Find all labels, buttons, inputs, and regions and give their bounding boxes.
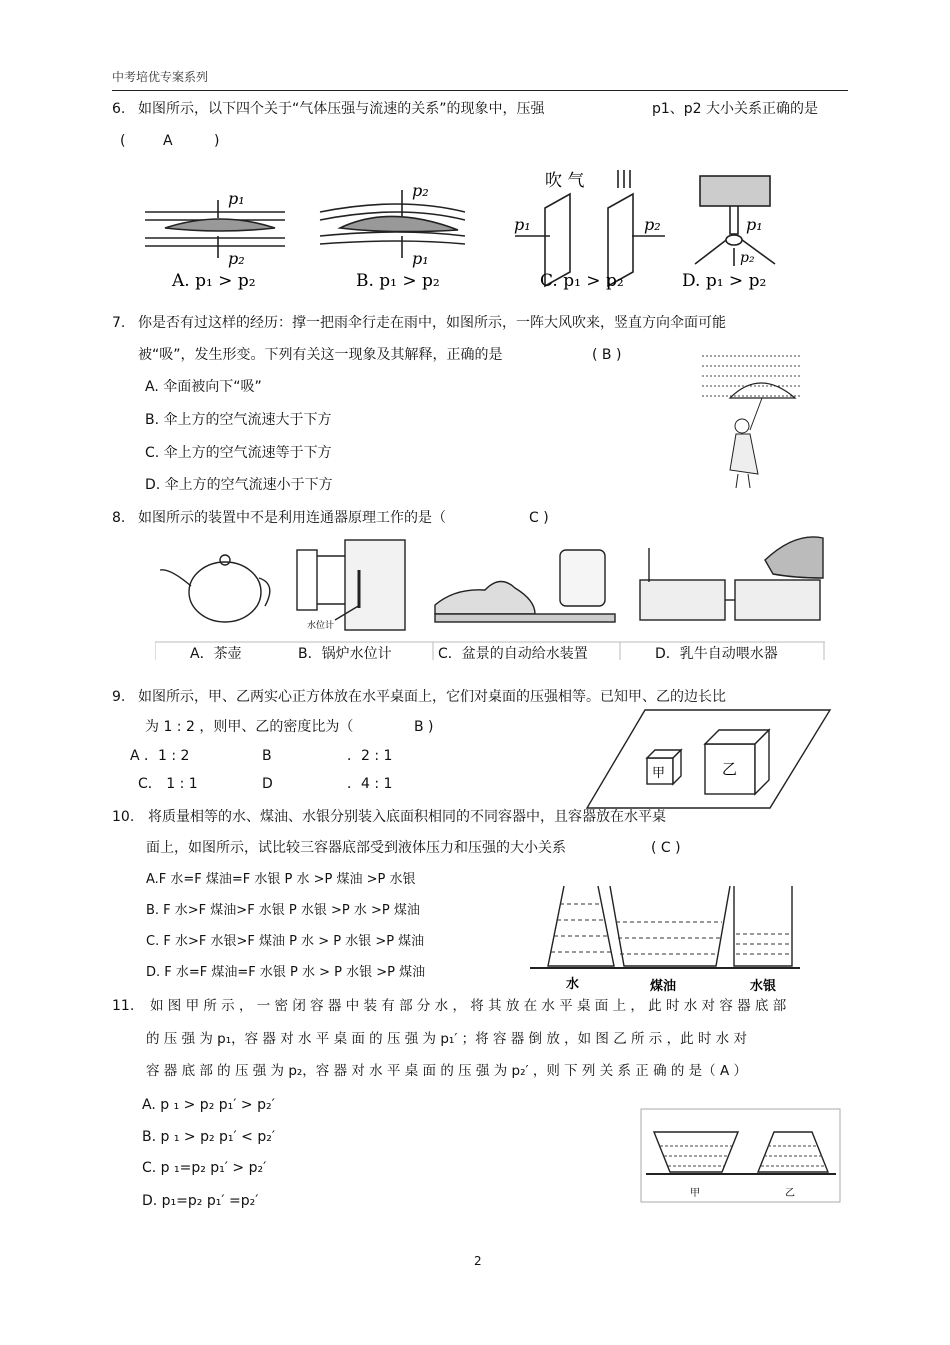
q6-a-p1: p₁ [228,189,245,208]
q6-caption-d: D. p₁ > p₂ [682,271,767,291]
q6-b-p2: p₂ [412,181,429,200]
q6-number: 6. [112,101,126,117]
q11-text-2: 的 压 强 为 p₁，容 器 对 水 平 桌 面 的 压 强 为 p₁′ ；将 容 器 倒 放 ，如 图 乙 所 示 ，此 时 水 对 [146,1031,747,1047]
q8-caption-d: D．乳牛自动喂水器 [655,646,778,662]
q9-option-d-value: ．4 : 1 [347,776,393,792]
q11-label-yi: 乙 [785,1188,795,1199]
q6-caption-a: A. p₁ > p₂ [172,271,256,291]
q8-number: 8. [112,510,126,526]
q11-label-jia: 甲 [690,1188,700,1199]
q11-option-c: C. p ₁=p₂ p₁′ > p₂′ [142,1160,267,1176]
q10-label-mercury: 水银 [750,979,777,992]
q6-fig-d [695,176,775,266]
q7-text-2: 被“吸”，发生形变。下列有关这一现象及其解释，正确的是 [138,347,503,363]
q6-answer-open: ( [120,133,126,149]
q9-cubes-figure [585,700,835,812]
q8-caption-a: A．茶壶 [190,646,242,662]
q11-option-d: D. p₁=p₂ p₁′ =p₂′ [142,1193,259,1209]
q9-option-b-value: ．2 : 1 [347,748,393,764]
q6-caption-b: B. p₁ > p₂ [356,271,440,291]
q9-option-d-letter: D [262,776,273,792]
q10-option-c: C. F 水>F 水银>F 煤油 P 水 > P 水银 >P 煤油 [146,934,425,949]
q9-number: 9. [112,689,126,705]
q10-option-d: D. F 水=F 煤油=F 水银 P 水 > P 水银 >P 煤油 [146,965,426,980]
q10-text-2: 面上，如图所示，试比较三容器底部受到液体压力和压强的大小关系 [146,840,566,856]
q6-a-p2: p₂ [228,249,245,268]
q7-text: 你是否有过这样的经历：撑一把雨伞行走在雨中，如图所示，一阵大风吹来，竖直方向伞面可能 [138,315,726,331]
q11-number: 11. [112,998,135,1014]
q7-option-c: C. 伞上方的空气流速等于下方 [145,445,332,461]
q6-fig-a [145,200,285,258]
header-rule [112,90,848,91]
q9-text-2: 为 1 : 2 ，则甲、乙的密度比为（ [145,719,354,735]
q10-containers-figure [530,880,800,992]
q11-option-b: B. p ₁ > p₂ p₁′ < p₂′ [142,1129,276,1145]
q6-c-p2: p₂ [644,215,661,234]
q7-answer: ( B ) [592,347,622,363]
q9-text: 如图所示，甲、乙两实心正方体放在水平桌面上，它们对桌面的压强相等。已知甲、乙的边长比 [138,689,726,705]
q6-fig-b [320,190,465,258]
q10-text: 将质量相等的水、煤油、水银分别装入底面积相同的不同容器中，且容器放在水平桌 [148,809,666,825]
q8-caption-c: C．盆景的自动给水装置 [438,646,588,662]
q10-option-a: A.F 水=F 煤油=F 水银 P 水 >P 煤油 >P 水银 [146,872,416,887]
q7-number: 7. [112,315,126,331]
q9-option-a: A ．1 : 2 [130,748,190,764]
q10-number: 10. [112,809,135,825]
q11-containers-figure [640,1108,842,1204]
q10-answer: ( C ) [651,840,681,856]
q9-option-c: C． 1 : 1 [138,776,198,792]
q6-c-p1: p₁ [514,215,531,234]
q8-text: 如图所示的装置中不是利用连通器原理工作的是（ [138,510,446,526]
q9-label-jia: 甲 [652,766,666,781]
q6-answer: A [163,133,173,149]
q6-d-p1: p₁ [746,215,763,234]
q8-label-water-gauge: 水位计 [307,621,335,631]
page-header: 中考培优专案系列 [112,70,209,84]
q6-answer-close: ) [214,133,220,149]
q11-text-3: 容 器 底 部 的 压 强 为 p₂，容 器 对 水 平 桌 面 的 压 强 为 p₂′ ，则 下 列 关 系 正 确 的 是（ A ） [146,1063,747,1079]
q6-figure [140,166,800,292]
q7-umbrella-figure [700,350,805,492]
q8-caption-b: B．锅炉水位计 [298,646,392,662]
q6-text-2: p1、p2 大小关系正确的是 [652,101,819,117]
q10-label-water: 水 [566,977,580,992]
q11-text: 如 图 甲 所 示 ， 一 密 闭 容 器 中 装 有 部 分 水 ， 将 其 放 在 水 平 桌 面 上 ， 此 时 水 对 容 器 底 部 [150,998,787,1014]
q11-option-a: A. p ₁ > p₂ p₁′ > p₂′ [142,1097,275,1113]
q6-fig-c [515,170,665,286]
q6-c-blow: 吹 气 [545,171,585,191]
page-number: 2 [474,1254,482,1268]
q6-b-p1: p₁ [412,249,429,268]
q7-option-d: D. 伞上方的空气流速小于下方 [145,477,333,493]
q8-answer: C ) [529,510,549,526]
q7-option-a: A. 伞面被向下“吸” [145,379,262,395]
q9-option-b-letter: B [262,748,272,764]
q10-label-kerosene: 煤油 [650,979,677,992]
q6-text: 如图所示，以下四个关于“气体压强与流速的关系”的现象中，压强 [138,101,545,117]
q6-caption-c: C. p₁ > p₂ [540,271,624,291]
q9-label-yi: 乙 [722,760,738,778]
q9-answer: B ) [414,719,434,735]
q6-d-p2: p₂ [740,250,755,266]
q7-option-b: B. 伞上方的空气流速大于下方 [145,412,332,428]
q10-option-b: B. F 水>F 煤油>F 水银 P 水银 >P 水 >P 煤油 [146,903,420,918]
